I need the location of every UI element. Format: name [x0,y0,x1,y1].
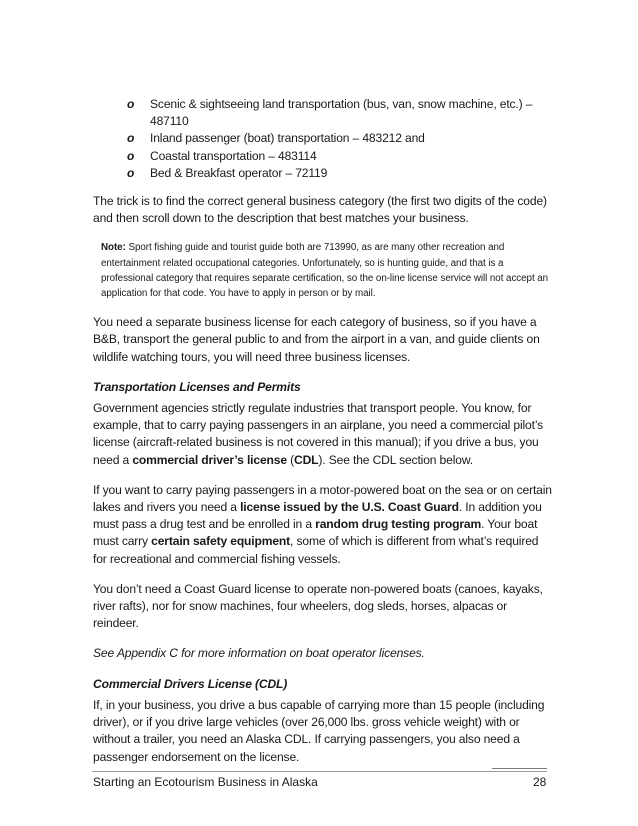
code-list [93,96,553,182]
list-item [93,96,553,130]
paragraph-non-powered: You don’t need a Coast Guard license to operate non-powered boats (canoes, kayaks, river rafts), nor for snow machines, four wheelers, dog sleds, horses, alpacas or reindeer. [93,581,543,631]
bullet-marker: o [127,165,135,180]
list-item [93,165,553,182]
paragraph-trick: The trick is to find the correct general business category (the first two digits of the code) and then scroll down to the description that best matches your business. [93,194,547,226]
page-body [93,96,553,779]
bold-term: license issued by the U.S. Coast Guard [240,500,459,515]
text-run: Government agencies strictly regulate industries that transport people. You know, for example, that to carry paying passengers in an airplane, you need a commercial pilot’s license (aircraft-related business is not covered in this manual); if you drive a bus, you need a [93,401,544,467]
list-item [93,130,553,147]
text-run: ). See the CDL section below. [318,452,473,467]
page-number: 28 [533,775,547,789]
list-item-text: Bed & Breakfast operator – 72119 [150,165,328,180]
heading-transportation: Transportation Licenses and Permits [93,379,301,394]
footer-accent-rule [492,768,547,769]
paragraph-boat [93,482,553,568]
text-run: . Your boat must carry [93,517,538,549]
text-run: If you want to carry paying passengers in a motor-powered boat on the sea or on certain lakes and rivers you need a [93,482,552,515]
paragraph-separate-license: You need a separate business license for each category of business, so if you have a B&B, transport the general public to and from the airport in a van, and guide clients on wildlife watching tours, you will need three business licenses. [93,315,540,364]
bold-term: CDL [294,452,319,467]
note-block [101,240,553,301]
note-label: Note: [101,242,126,254]
paragraph-appendix: See Appendix C for more information on boat operator licenses. [93,646,425,661]
footer-rule [92,771,547,772]
footer-title: Starting an Ecotourism Business in Alaska [93,775,318,789]
text-run: , some of which is different from what’s required for recreational and commercial fishing vessels. [93,534,539,566]
bold-term: certain safety equipment [151,534,291,549]
list-item [93,148,553,165]
list-item-text: Inland passenger (boat) transportation – 483212 and [150,131,425,146]
list-item-text: Coastal transportation – 483114 [150,148,317,163]
bullet-marker: o [127,131,135,146]
bullet-marker: o [127,148,135,163]
list-item-text: Scenic & sightseeing land transportation (bus, van, snow machine, etc.) – 487110 [150,97,533,129]
bold-term: random drug testing program [315,517,482,532]
heading-cdl: Commercial Drivers License (CDL) [93,676,288,691]
bold-term: commercial driver’s license [132,452,287,467]
paragraph-government [93,400,553,469]
text-run: . In addition you must pass a drug test and be enrolled in a [93,500,542,532]
note-text: Sport fishing guide and tourist guide both are 713990, as are many other recreation and entertainment related occupational categories. Unfortunately, so is hunting guide, and that is a professional category that requires separate certification, so the on-line license service will not accept an application for that code. You have to apply in person or by mail. [101,242,549,300]
text-run: ( [286,452,295,467]
paragraph-cdl: If, in your business, you drive a bus capable of carrying more than 15 people (including driver), or if you drive large vehicles (over 26,000 lbs. gross vehicle weight) with or without a trailer, you need an Alaska CDL. If carrying passengers, you also need a passenger endorsement on the license. [93,697,545,764]
bullet-marker: o [127,97,135,111]
